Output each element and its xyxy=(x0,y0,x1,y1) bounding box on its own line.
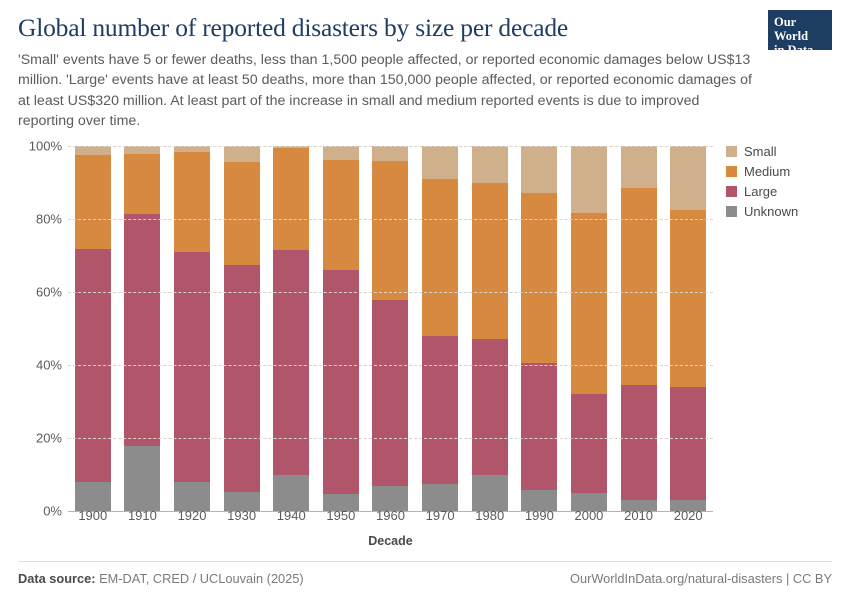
bar-column[interactable] xyxy=(465,146,515,511)
footer-separator: | xyxy=(786,571,790,586)
bar-segment-small[interactable] xyxy=(621,146,657,188)
bar-column[interactable] xyxy=(564,146,614,511)
legend-swatch xyxy=(726,206,737,217)
bar-segment-small[interactable] xyxy=(224,146,260,162)
bar-segment-unknown[interactable] xyxy=(124,446,160,511)
y-axis-tick-label: 0% xyxy=(43,503,62,519)
x-axis-tick-label: 1950 xyxy=(326,508,356,523)
x-axis-tick-label: 2010 xyxy=(624,508,654,523)
stacked-bar[interactable] xyxy=(621,146,657,511)
logo-line-2: in Data xyxy=(774,43,814,57)
bar-segment-small[interactable] xyxy=(422,146,458,179)
x-axis-tick-label: 1960 xyxy=(376,508,405,523)
chart-legend xyxy=(726,142,836,222)
y-axis-tick-label: 80% xyxy=(35,211,62,227)
x-axis-tick-label: 1990 xyxy=(524,508,554,523)
bar-segment-large[interactable] xyxy=(521,363,557,490)
bar-segment-large[interactable] xyxy=(224,265,260,492)
x-axis-tick-label: 1910 xyxy=(127,508,157,523)
x-axis-tick-label: 1970 xyxy=(425,508,455,523)
stacked-bar[interactable] xyxy=(521,146,557,511)
chart-area xyxy=(0,136,850,556)
legend-item-large[interactable] xyxy=(726,182,836,201)
bar-segment-small[interactable] xyxy=(571,146,607,213)
bar-segment-large[interactable] xyxy=(422,336,458,484)
bar-segment-medium[interactable] xyxy=(273,148,309,250)
stacked-bar[interactable] xyxy=(422,146,458,511)
stacked-bar[interactable] xyxy=(273,146,309,511)
bar-segment-small[interactable] xyxy=(124,146,160,154)
bar-column[interactable] xyxy=(217,146,267,511)
bar-segment-medium[interactable] xyxy=(75,155,111,249)
bar-segment-medium[interactable] xyxy=(124,154,160,214)
legend-item-medium[interactable] xyxy=(726,162,836,181)
bar-segment-medium[interactable] xyxy=(670,210,706,387)
bar-segment-large[interactable] xyxy=(273,250,309,474)
stacked-bar[interactable] xyxy=(323,146,359,511)
data-source xyxy=(18,571,304,586)
x-axis-tick-label: 1930 xyxy=(227,508,257,523)
bar-segment-small[interactable] xyxy=(670,146,706,210)
bar-column[interactable] xyxy=(514,146,564,511)
data-source-text: EM-DAT, CRED / UCLouvain (2025) xyxy=(99,571,304,586)
gridline xyxy=(68,365,713,366)
chart-footer xyxy=(18,561,832,586)
legend-label: Large xyxy=(744,184,778,199)
legend-item-small[interactable] xyxy=(726,142,836,161)
y-axis-tick-label: 20% xyxy=(35,430,62,446)
bar-segment-large[interactable] xyxy=(670,387,706,500)
page-title: Global number of reported disasters by size per decade xyxy=(18,13,568,42)
bar-segment-unknown[interactable] xyxy=(75,482,111,511)
bar-column[interactable] xyxy=(614,146,664,511)
legend-label: Medium xyxy=(744,164,791,179)
bar-column[interactable] xyxy=(266,146,316,511)
legend-swatch xyxy=(726,146,737,157)
legend-swatch xyxy=(726,186,737,197)
bar-column[interactable] xyxy=(366,146,416,511)
stacked-bar[interactable] xyxy=(224,146,260,511)
bar-column[interactable] xyxy=(415,146,465,511)
gridline xyxy=(68,219,713,220)
bar-segment-medium[interactable] xyxy=(621,188,657,385)
bar-segment-small[interactable] xyxy=(521,146,557,193)
x-axis-tick-label: 1920 xyxy=(177,508,207,523)
data-source-label: Data source: xyxy=(18,571,96,586)
x-axis-tick-label: 2000 xyxy=(574,508,604,523)
bar-segment-large[interactable] xyxy=(323,270,359,494)
bar-column[interactable] xyxy=(68,146,118,511)
bar-segment-large[interactable] xyxy=(174,252,210,482)
bar-segment-small[interactable] xyxy=(75,146,111,155)
bar-segment-medium[interactable] xyxy=(372,161,408,300)
bar-segment-unknown[interactable] xyxy=(273,475,309,512)
x-axis-tick-label: 1980 xyxy=(475,508,505,523)
x-axis-tick-label: 1900 xyxy=(78,508,108,523)
bar-segment-medium[interactable] xyxy=(174,152,210,252)
y-axis-tick-label: 100% xyxy=(28,138,62,154)
y-axis-tick-label: 60% xyxy=(35,284,62,300)
legend-item-unknown[interactable] xyxy=(726,202,836,221)
logo-line-1: Our World xyxy=(774,15,809,43)
bar-segment-large[interactable] xyxy=(124,214,160,446)
bar-segment-large[interactable] xyxy=(621,385,657,500)
bar-segment-unknown[interactable] xyxy=(472,475,508,512)
bar-segment-small[interactable] xyxy=(323,146,359,160)
bar-segment-unknown[interactable] xyxy=(174,482,210,511)
bar-segment-large[interactable] xyxy=(571,394,607,494)
legend-swatch xyxy=(726,166,737,177)
stacked-bar[interactable] xyxy=(174,146,210,511)
legend-label: Small xyxy=(744,144,777,159)
bar-column[interactable] xyxy=(663,146,713,511)
legend-label: Unknown xyxy=(744,204,799,219)
y-axis-tick-label: 40% xyxy=(35,357,62,373)
stacked-bar[interactable] xyxy=(372,146,408,511)
x-axis-tick-label: 2020 xyxy=(673,508,703,523)
bar-segment-large[interactable] xyxy=(372,300,408,486)
bar-segment-small[interactable] xyxy=(472,146,508,183)
bar-column[interactable] xyxy=(118,146,168,511)
chart-subtitle: 'Small' events have 5 or fewer deaths, less than 1,500 people affected, or reported economic damages below US$13 million. 'Large' events have at least 50 deaths, more than 150,000 people affected, or reported economic damages of at least US$320 million. At least part of the increase in small and medium reported events is due to improved reporting over time. xyxy=(18,52,752,130)
bar-segment-medium[interactable] xyxy=(571,213,607,394)
stacked-bar[interactable] xyxy=(124,146,160,511)
stacked-bar[interactable] xyxy=(472,146,508,511)
bar-group xyxy=(68,146,713,511)
bar-segment-small[interactable] xyxy=(372,146,408,161)
bar-segment-large[interactable] xyxy=(472,339,508,475)
chart-header xyxy=(0,0,850,132)
bar-segment-medium[interactable] xyxy=(224,162,260,265)
bar-segment-medium[interactable] xyxy=(472,183,508,338)
gridline xyxy=(68,146,713,147)
gridline xyxy=(68,292,713,293)
bar-segment-medium[interactable] xyxy=(323,160,359,270)
x-axis-tick-label: 1940 xyxy=(276,508,306,523)
x-axis-label: Decade xyxy=(368,534,413,548)
bar-column[interactable] xyxy=(167,146,217,511)
our-world-in-data-logo[interactable] xyxy=(768,10,832,57)
owid-url-link[interactable]: OurWorldInData.org/natural-disasters xyxy=(570,571,783,586)
stacked-bar[interactable] xyxy=(571,146,607,511)
gridline xyxy=(68,438,713,439)
footer-links xyxy=(570,571,832,586)
bar-segment-medium[interactable] xyxy=(422,179,458,336)
stacked-bar[interactable] xyxy=(670,146,706,511)
stacked-bar[interactable] xyxy=(75,146,111,511)
bar-column[interactable] xyxy=(316,146,366,511)
license-link[interactable]: CC BY xyxy=(792,571,832,586)
bar-segment-unknown[interactable] xyxy=(422,484,458,511)
